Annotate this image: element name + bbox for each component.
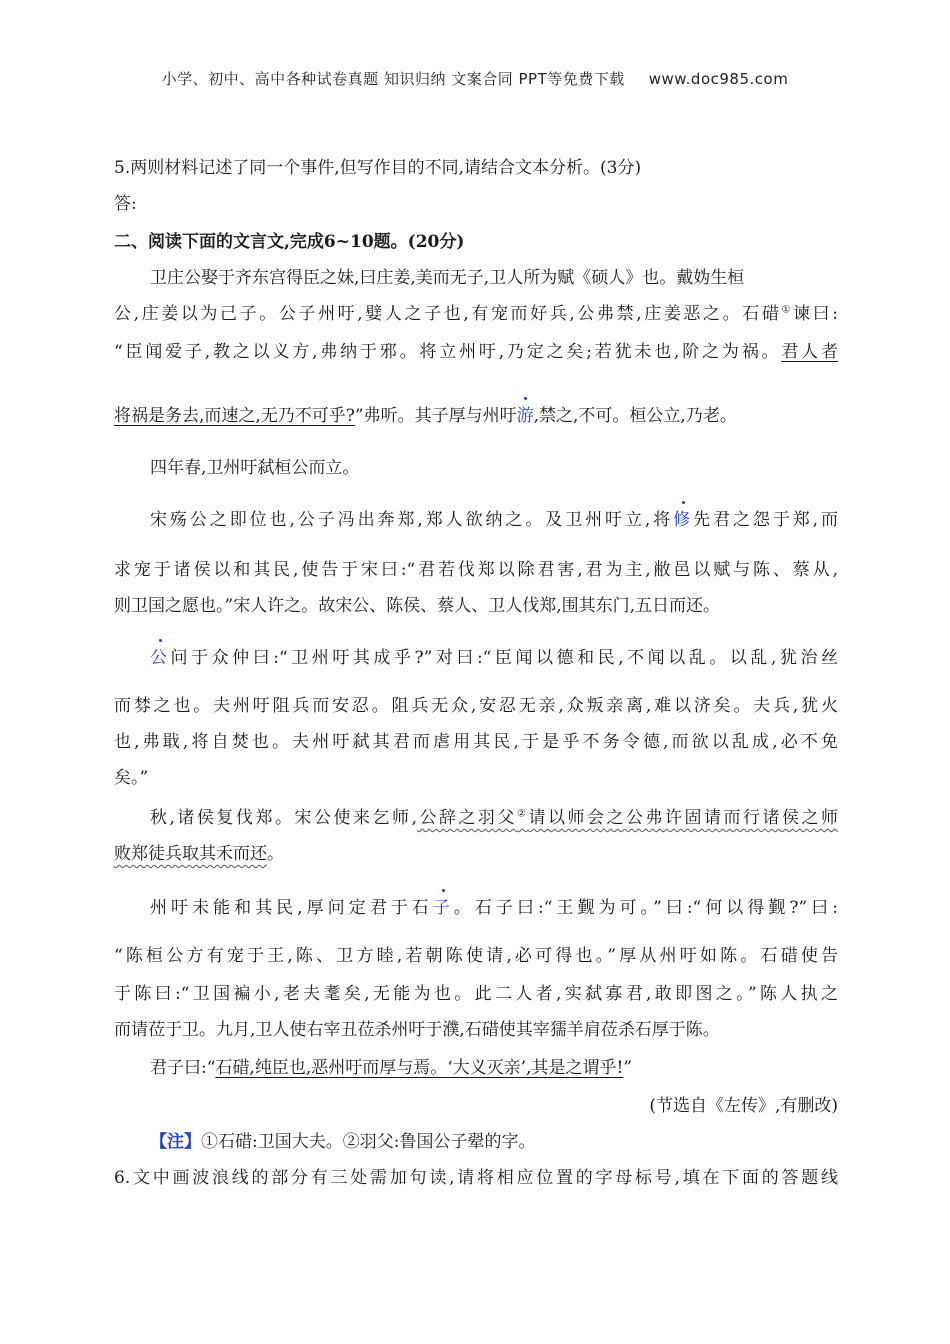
- header-url[interactable]: www.doc985.com: [648, 70, 789, 88]
- underlined-sentence: 君人者: [781, 342, 838, 362]
- source-citation: (节选自《左传》,有删改): [649, 1096, 838, 1116]
- wavy-underlined-text: 公辞之羽父②请以师会之公弗许固请而行诸侯之师: [416, 808, 839, 828]
- footnote-marker: ②: [516, 808, 529, 820]
- section-2-title: 二、阅读下面的文言文,完成6~10题。(20分): [114, 232, 465, 252]
- emphasized-char-you: 游: [517, 406, 534, 426]
- emphasis-dot: [524, 397, 527, 400]
- passage-line: 矣。”: [114, 768, 149, 788]
- passage-line: 将祸是务去,而速之,无乃不可乎?”弗听。其子厚与州吁 游,禁之,不可。桓公立,乃老。: [114, 404, 838, 428]
- passage-line: 则卫国之愿也。”宋人许之。故宋公、陈侯、蔡人、卫人伐郑,围其东门,五日而还。: [114, 596, 720, 616]
- emphasized-char-gong: 公: [150, 648, 171, 668]
- emphasized-char-zi: 子: [433, 898, 454, 918]
- header-text: 小学、初中、高中各种试卷真题 知识归纳 文案合同 PPT等免费下载: [161, 70, 625, 88]
- emphasis-dot: [682, 501, 685, 504]
- passage-line: 于陈曰:“卫国褊小,老夫耄矣,无能为也。此二人者,实弑寡君,敢即图之。”陈人执之: [114, 984, 838, 1004]
- passage-line: 四年春,卫州吁弑桓公而立。: [150, 458, 360, 478]
- passage-line: 公问于众仲曰:“卫州吁其成乎?”对曰:“臣闻以德和民,不闻以乱。以乱,犹治丝: [150, 646, 838, 670]
- question-5: 5.两则材料记述了同一个事件,但写作目的不同,请结合文本分析。(3分): [114, 158, 642, 178]
- footnote-marker: ①: [781, 304, 794, 316]
- question-6: 6.文中画波浪线的部分有三处需加句读,请将相应位置的字母标号,填在下面的答题线: [114, 1168, 838, 1188]
- emphasis-dot: [159, 639, 162, 642]
- passage-line: 卫庄公娶于齐东宫得臣之妹,曰庄姜,美而无子,卫人所为赋《硕人》也。戴妫生桓: [150, 268, 745, 288]
- passage-line: 也,弗戢,将自焚也。夫州吁弑其君而虐用其民,于是乎不务令德,而欲以乱成,必不免: [114, 732, 838, 752]
- underlined-sentence: 石碏,纯臣也,恶州吁而厚与焉。‘大义灭亲’,其是之谓乎!: [215, 1058, 624, 1078]
- annotation-note: [150, 1130, 838, 1154]
- emphasized-char-xiu: 修: [673, 510, 693, 530]
- passage-line: 而请莅于卫。九月,卫人使右宰丑莅杀州吁于濮,石碏使其宰獳羊肩莅杀石厚于陈。: [114, 1020, 720, 1040]
- passage-line: 君子曰:“石碏,纯臣也,恶州吁而厚与焉。‘大义灭亲’,其是之谓乎!”: [150, 1058, 632, 1078]
- note-tag: 【注】: [150, 1132, 201, 1152]
- passage-line: “臣闻爱子,教之以义方,弗纳于邪。将立州吁,乃定之矣;若犹未也,阶之为祸。君人者: [114, 342, 838, 362]
- passage-line: 求宠于诸侯以和其民,使告于宋曰:“君若伐郑以除君害,君为主,敝邑以赋与陈、蔡从,: [114, 560, 838, 580]
- wavy-underlined-text: 败郑徒兵取其禾而还: [114, 844, 267, 864]
- passage-line: 败郑徒兵取其禾而还。: [114, 844, 284, 864]
- answer-label: 答:: [114, 194, 137, 214]
- passage-line: 秋,诸侯复伐郑。宋公使来乞师,公辞之羽父②请以师会之公弗许固请而行诸侯之师: [150, 808, 839, 828]
- emphasis-dot: [442, 889, 445, 892]
- passage-line: 公,庄姜以为己子。公子州吁,嬖人之子也,有宠而好兵,公弗禁,庄姜恶之。石碏①谏曰:: [114, 304, 838, 324]
- underlined-sentence: 将祸是务去,而速之,无乃不可乎?: [114, 406, 355, 426]
- passage-line: 州吁未能和其民,厚问定君于石 子。石子曰:“王觐为可。”曰:“何以得觐?”曰:: [150, 896, 838, 920]
- passage-line: “陈桓公方有宠于王,陈、卫方睦,若朝陈使请,必可得也。”厚从州吁如陈。石碏使告: [114, 946, 838, 966]
- passage-line: 宋殇公之即位也,公子冯出奔郑,郑人欲纳之。及卫州吁立,将 修先君之怨于郑,而: [150, 508, 838, 532]
- note-text: ①石碏:卫国大夫。②羽父:鲁国公子翚的字。: [201, 1132, 536, 1152]
- page-header: [0, 68, 950, 89]
- passage-line: 而棼之也。夫州吁阻兵而安忍。阻兵无众,安忍无亲,众叛亲离,难以济矣。夫兵,犹火: [114, 696, 838, 716]
